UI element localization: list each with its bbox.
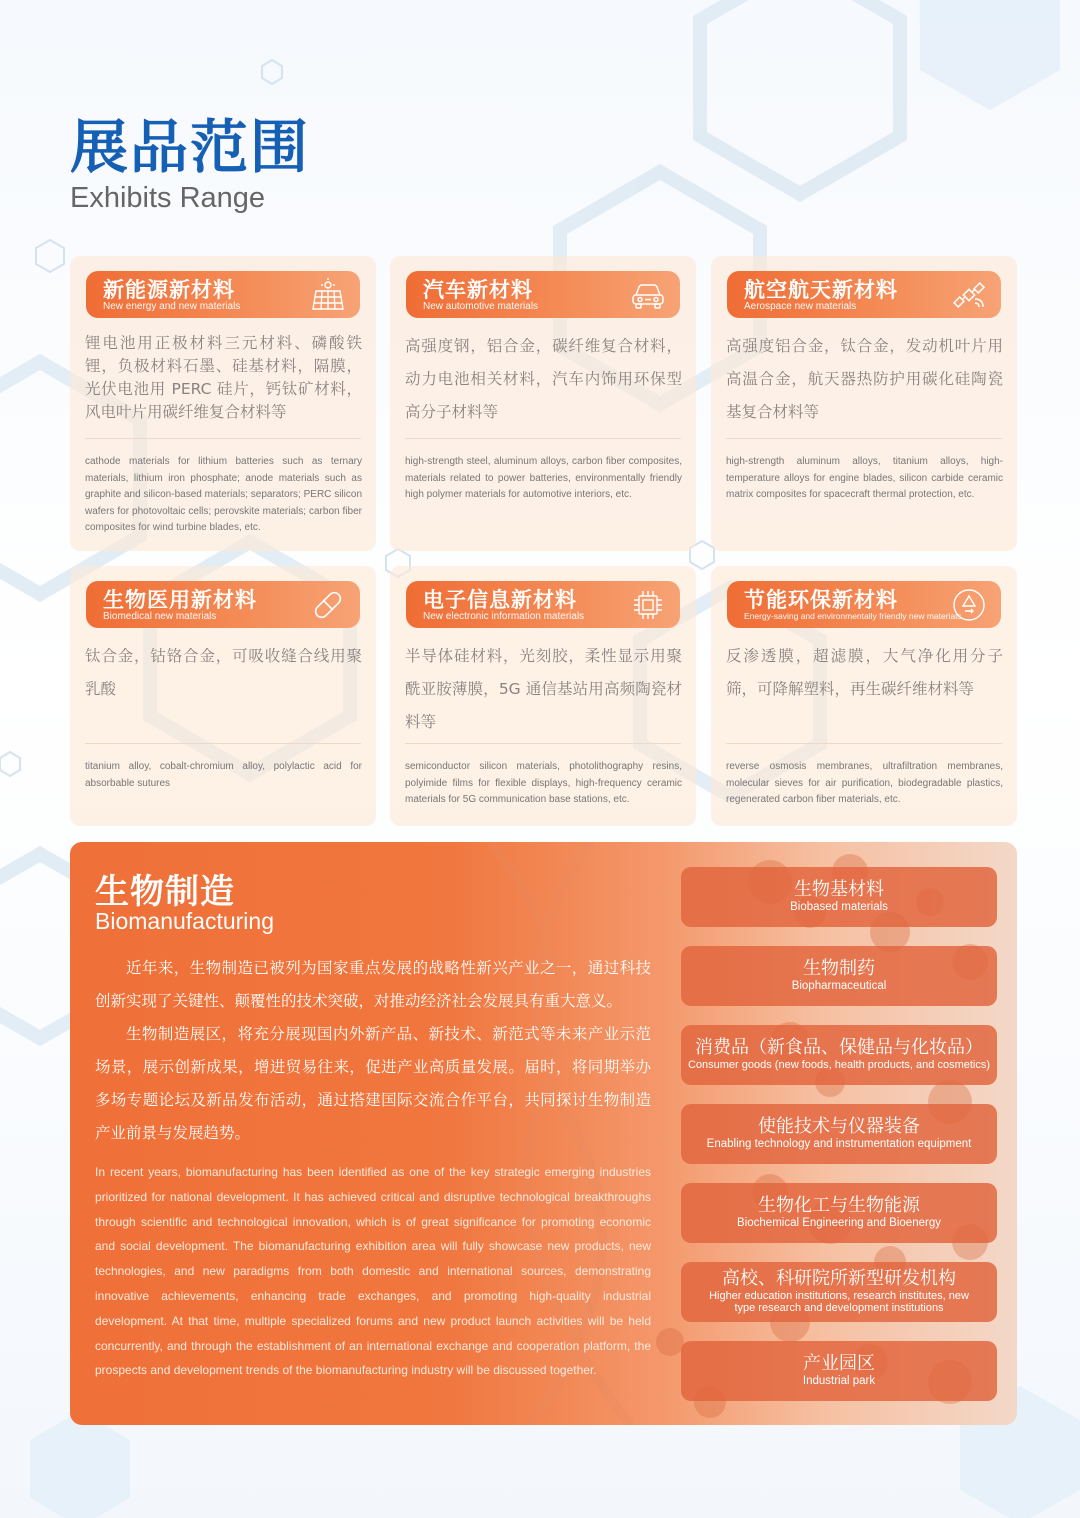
item-label-en: Biopharmaceutical	[791, 980, 887, 992]
section-subtitle: Biomanufacturing	[95, 908, 274, 934]
solar-panel-icon	[310, 277, 346, 313]
category-card-biomedical	[70, 566, 376, 826]
satellite-icon	[951, 277, 987, 313]
card-title: 电子信息新材料	[423, 588, 577, 612]
card-title: 新能源新材料	[103, 278, 235, 302]
card-title: 节能环保新材料	[744, 588, 898, 612]
bio-item-industrial-park	[681, 1341, 997, 1401]
card-title: 航空航天新材料	[744, 278, 898, 302]
card-header	[406, 581, 680, 628]
category-card-aerospace	[711, 256, 1017, 551]
card-description-en: high-strength aluminum alloys, titanium alloys, high-temperature alloys for engine blades, silicon carbide ceramic matrix composites for spacecraft thermal protection, etc.	[726, 456, 1003, 500]
section-description-en: In recent years, biomanufacturing has been identified as one of the key strategic emerging industries prioritized for national development. It has achieved critical and disruptive technological breakthroughs through scientific and technological innovation, which is of great significance for promoting economic and social development. The biomanufacturing exhibition area will fully showcase new products, new technologies, and new paradigms from both domestic and international sources, demonstrating innovative achievements, enhancing trade exchanges, and promoting high-quality industrial development. At that time, multiple specialized forums and new product launch activities will be held concurrently, and through the establishment of an international exchange and cooperation platform, the prospects and development trends of the biomanufacturing industry will be discussed together.	[95, 1165, 651, 1378]
card-header	[727, 581, 1001, 628]
bio-item-consumer-goods	[681, 1025, 997, 1085]
bio-item-biochem	[681, 1183, 997, 1243]
bio-item-institutions	[681, 1262, 997, 1322]
divider	[85, 438, 361, 439]
bio-item-biobased	[681, 867, 997, 927]
chip-icon	[630, 587, 666, 623]
card-subtitle: Energy-saving and environmentally friendly new materials	[744, 611, 962, 621]
card-header	[406, 271, 680, 318]
card-subtitle: Biomedical new materials	[103, 611, 217, 622]
card-description-cn: 高强度钢，铝合金，碳纤维复合材料，动力电池相关材料，汽车内饰用环保型高分子材料等	[405, 337, 682, 421]
card-subtitle: New energy and new materials	[103, 301, 241, 312]
paragraph: 生物制造展区，将充分展现国内外新产品、新技术、新范式等未来产业示范场景，展示创新成果，增进贸易往来，促进产业高质量发展。届时，将同期举办多场专题论坛及新品发布活动，通过搭建国际交流合作平台，共同探讨生物制造产业前景与发展趋势。	[95, 1025, 651, 1142]
divider	[405, 743, 681, 744]
card-description-en: reverse osmosis membranes, ultrafiltration membranes, molecular sieves for air purification, biodegradable plastics, regenerated carbon fiber materials, etc.	[726, 761, 1003, 805]
item-label-cn: 使能技术与仪器装备	[758, 1116, 920, 1137]
bio-item-biopharma	[681, 946, 997, 1006]
category-card-electronics	[390, 566, 696, 826]
divider	[405, 438, 681, 439]
item-label-en: Biobased materials	[790, 901, 888, 913]
card-header	[86, 271, 360, 318]
bio-item-enabling-tech	[681, 1104, 997, 1164]
card-subtitle: New electronic information materials	[423, 611, 585, 622]
item-label-en: Industrial park	[802, 1375, 876, 1387]
recycle-icon	[951, 587, 987, 623]
item-label-cn: 生物制药	[803, 958, 875, 979]
card-title: 汽车新材料	[423, 278, 533, 302]
card-description-en: semiconductor silicon materials, photolithography resins, polyimide films for flexible displays, high-frequency ceramic materials for 5G communication base stations, etc.	[405, 761, 682, 805]
card-header	[727, 271, 1001, 318]
item-label-en: Higher education institutions, research institutes, new type research and development institutions	[709, 1290, 969, 1314]
divider	[85, 743, 361, 744]
card-description-cn: 半导体硅材料，光刻胶，柔性显示用聚酰亚胺薄膜，5G 通信基站用高频陶瓷材料等	[405, 647, 682, 731]
card-description-en: titanium alloy, cobalt-chromium alloy, polylactic acid for absorbable sutures	[85, 761, 362, 789]
item-label-cn: 生物基材料	[794, 879, 884, 900]
divider	[726, 743, 1002, 744]
biomanufacturing-section	[70, 842, 1017, 1425]
item-label-cn: 消费品（新食品、保健品与化妆品）	[695, 1037, 983, 1058]
card-description-en: cathode materials for lithium batteries such as ternary materials, lithium iron phosphate; anode materials such as graphite and silicon-based materials; separators; PERC silicon wafers for photovoltaic cells; perovskite materials; carbon fiber composites for wind turbine blades, etc.	[85, 456, 362, 533]
section-title: 生物制造	[95, 872, 235, 912]
divider	[726, 438, 1002, 439]
card-description-cn: 反渗透膜，超滤膜，大气净化用分子筛，可降解塑料，再生碳纤维材料等	[726, 647, 1003, 698]
item-label-cn: 高校、科研院所新型研发机构	[722, 1268, 956, 1289]
page-subtitle: Exhibits Range	[70, 182, 266, 214]
section-description-cn	[95, 952, 651, 1150]
car-icon	[630, 277, 666, 313]
card-subtitle: New automotive materials	[423, 301, 539, 312]
page-title: 展品范围	[70, 113, 311, 181]
item-label-en: Consumer goods (new foods, health products, and cosmetics)	[687, 1059, 991, 1071]
card-header	[86, 581, 360, 628]
page-header	[70, 112, 310, 216]
paragraph: 近年来，生物制造已被列为国家重点发展的战略性新兴产业之一，通过科技创新实现了关键性、颠覆性的技术突破，对推动经济社会发展具有重大意义。	[95, 959, 651, 1010]
capsule-icon	[310, 587, 346, 623]
item-label-en: Biochemical Engineering and Bioenergy	[737, 1217, 941, 1229]
card-description-cn: 锂电池用正极材料三元材料、磷酸铁锂，负极材料石墨、硅基材料，隔膜，光伏电池用 PERC 硅片，钙钛矿材料，风电叶片用碳纤维复合材料等	[85, 334, 362, 421]
item-label-cn: 产业园区	[803, 1353, 875, 1374]
card-description-cn: 高强度铝合金，钛合金，发动机叶片用高温合金，航天器热防护用碳化硅陶瓷基复合材料等	[726, 337, 1003, 421]
category-card-automotive	[390, 256, 696, 551]
category-card-new-energy	[70, 256, 376, 551]
category-card-energy-saving	[711, 566, 1017, 826]
card-description-en: high-strength steel, aluminum alloys, carbon fiber composites, materials related to power batteries, environmentally friendly high polymer materials for automotive interiors, etc.	[405, 456, 682, 500]
card-title: 生物医用新材料	[103, 588, 257, 612]
card-subtitle: Aerospace new materials	[744, 301, 857, 312]
item-label-en: Enabling technology and instrumentation equipment	[706, 1138, 972, 1150]
item-label-cn: 生物化工与生物能源	[758, 1195, 920, 1216]
card-description-cn: 钛合金，钴铬合金，可吸收缝合线用聚乳酸	[85, 647, 362, 698]
